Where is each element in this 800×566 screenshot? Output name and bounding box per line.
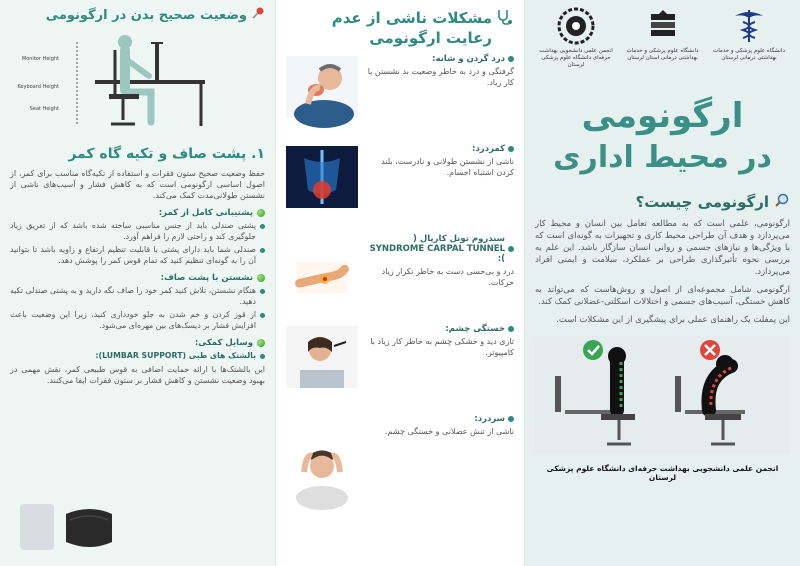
book-emblem-icon bbox=[643, 6, 683, 46]
issue-back-head: کمردرد: bbox=[472, 144, 505, 154]
issue-carpal-head: سندروم تونل کارپال ( SYNDROME CARPAL TUNNEL ): bbox=[369, 234, 505, 264]
sub-title: در محیط اداری bbox=[553, 140, 772, 175]
posture-heading bbox=[10, 6, 265, 24]
issue-headache-desc: ناشی از تنش عضلانی و خستگی چشم. bbox=[385, 427, 514, 436]
issue-neck-head: درد گردن و شانه: bbox=[432, 54, 505, 64]
list-item: بالشتک های طبی (LUMBAR SUPPORT): bbox=[10, 351, 265, 362]
wrong-posture-figure bbox=[675, 355, 745, 444]
logo-university bbox=[708, 6, 790, 62]
logos-row bbox=[535, 6, 790, 84]
seat-height-label: Seat Height bbox=[29, 106, 59, 112]
list-item: صندلی شما باید دارای پشتی با قابلیت تنظیم ارتفاع و زاویه باشد تا بتوانید آن را به گونه‌ای تنظیم کنید که تمام قوس کمر را پوشش دهد. bbox=[10, 245, 265, 266]
posture-heading-label: وضعیت صحیح بدن در ارگونومی bbox=[45, 7, 247, 23]
scope-paragraph: ارگونومی شامل مجموعه‌ای از اصول و روش‌هاست که می‌تواند به کاهش خستگی، آسیب‌های جسمی و اختلالات اسکلتی-عضلانی کمک کند. bbox=[535, 285, 790, 307]
lumbar-cushion-image bbox=[10, 496, 120, 556]
wrist-pain-image bbox=[286, 262, 358, 306]
green-dot-icon bbox=[257, 274, 265, 282]
logo-province bbox=[622, 6, 704, 62]
association-emblem-icon bbox=[556, 6, 596, 46]
eye-strain-image bbox=[286, 326, 358, 388]
green-dot-icon bbox=[257, 209, 265, 217]
straight-back-intro: حفظ وضعیت صحیح ستون فقرات و استفاده از تکیه‌گاه مناسب برای کمر، از اصول اساسی ارگونومی است که به کاهش فشار و آسیب‌های ناشی از نشستن طولانی‌مدت کمک می‌کند. bbox=[10, 169, 265, 200]
desk-posture-diagram bbox=[17, 30, 235, 134]
keyboard-height-label: Keyboard Height bbox=[17, 84, 59, 90]
stethoscope-icon bbox=[496, 8, 514, 31]
lumbar-support-subheading: پشتیبانی کامل از کمر: bbox=[10, 208, 265, 218]
aids-subheading: وسایل کمکی: bbox=[10, 338, 265, 348]
posture-comparison-illustration bbox=[535, 336, 790, 454]
what-is-ergonomics-heading bbox=[535, 192, 790, 212]
list-item: از قوز کردن و خم شدن به جلو خودداری کنید، زیرا این وضعیت باعث افزایش فشار بر دیسک‌های بین مهره‌ای می‌شود. bbox=[10, 310, 265, 331]
logo-association bbox=[535, 6, 617, 69]
wrong-mark-icon bbox=[700, 340, 720, 360]
logo-province-text: دانشگاه علوم پزشکی و خدمات بهداشتی درمانی استان لرستان bbox=[626, 48, 699, 61]
list-item: هنگام نشستن، تلاش کنید کمر خود را صاف نگه دارید و به پشتی صندلی تکیه دهید. bbox=[10, 286, 265, 307]
magnifier-icon bbox=[774, 192, 790, 212]
lumbar-cushion-desc: این بالشتک‌ها با ارائه حمایت اضافی به قوس طبیعی کمر، نقش مهمی در بهبود وضعیت نشستن و کاهش فشار بر ستون فقرات ایفا می‌کنند. bbox=[10, 364, 265, 385]
problems-panel bbox=[275, 0, 525, 566]
correct-mark-icon bbox=[583, 340, 603, 360]
monitor-height-label: Monitor Height bbox=[21, 56, 59, 62]
issue-eye-strain bbox=[286, 324, 514, 408]
correct-posture-figure bbox=[555, 347, 635, 444]
list-item: پشتی صندلی باید از جنس مناسبی ساخته شده باشد که از تعریق زیاد جلوگیری کند و راحتی لازم را فراهم آورد. bbox=[10, 221, 265, 242]
issue-neck-pain bbox=[286, 54, 514, 138]
definition-paragraph: ارگونومی، علمی است که به مطالعه تعامل بین انسان و محیط کار می‌پردازد و هدف آن طراحی محیط کاری و تجهیزات به گونه‌ای است که با ویژگی‌ها و نیازهای جسمی و روانی انسان سازگار باشد. این علم به بررسی نحوه تأثیرگذاری طراحی بر عملکرد، سلامت و ایمنی افراد می‌پردازد. bbox=[535, 219, 790, 277]
issue-neck-desc: گرفتگی و درد به خاطر وضعیت بد نشستن یا کار زیاد. bbox=[367, 67, 514, 87]
purpose-paragraph: این پمفلت یک راهنمای عملی برای پیشگیری از این مشکلات است. bbox=[556, 315, 790, 325]
what-is-ergonomics-label: ارگونومی چیست؟ bbox=[635, 193, 769, 211]
issue-headache-head: سردرد: bbox=[474, 414, 505, 424]
green-dot-icon bbox=[257, 339, 265, 347]
posture-panel bbox=[0, 0, 275, 566]
issue-headache bbox=[286, 414, 514, 498]
footer-credit: انجمن علمی دانشجویی بهداشت حرفه‌ای دانشگاه علوم پزشکی لرستان bbox=[546, 464, 779, 482]
issue-carpal-desc: درد و بی‌حسی دست به خاطر تکرار زیاد حرکات. bbox=[381, 267, 514, 287]
sit-straight-subheading: نشستن با پشت صاف: bbox=[10, 273, 265, 283]
pin-icon bbox=[251, 6, 265, 24]
straight-back-heading: ۱. پشت صاف و تکیه گاه کمر bbox=[68, 146, 265, 162]
logo-association-text: انجمن علمی دانشجویی بهداشت حرفه‌ای دانشگاه علوم پزشکی لرستان bbox=[539, 48, 613, 68]
problems-heading bbox=[286, 8, 514, 48]
logo-university-text: دانشگاه علوم پزشکی و خدمات بهداشتی درمانی لرستان bbox=[713, 48, 785, 61]
issue-carpal-tunnel bbox=[286, 234, 514, 318]
back-pain-image bbox=[286, 146, 358, 208]
intro-panel bbox=[525, 0, 800, 566]
neck-pain-image bbox=[286, 56, 358, 118]
main-title: ارگونومی bbox=[581, 96, 744, 136]
issue-back-pain bbox=[286, 144, 514, 228]
issue-back-desc: ناشی از نشستن طولانی و نادرست، بلند کردن اشتباه اجسام. bbox=[381, 157, 514, 177]
issue-eye-head: خستگی چشم: bbox=[445, 324, 505, 334]
issue-eye-desc: تاری دید و خشکی چشم به خاطر کار زیاد با کامپیوتر. bbox=[370, 337, 514, 357]
headache-image bbox=[286, 436, 358, 502]
problems-heading-label: مشکلات ناشی از عدم رعایت ارگونومی bbox=[331, 9, 492, 47]
caduceus-icon bbox=[729, 6, 769, 46]
